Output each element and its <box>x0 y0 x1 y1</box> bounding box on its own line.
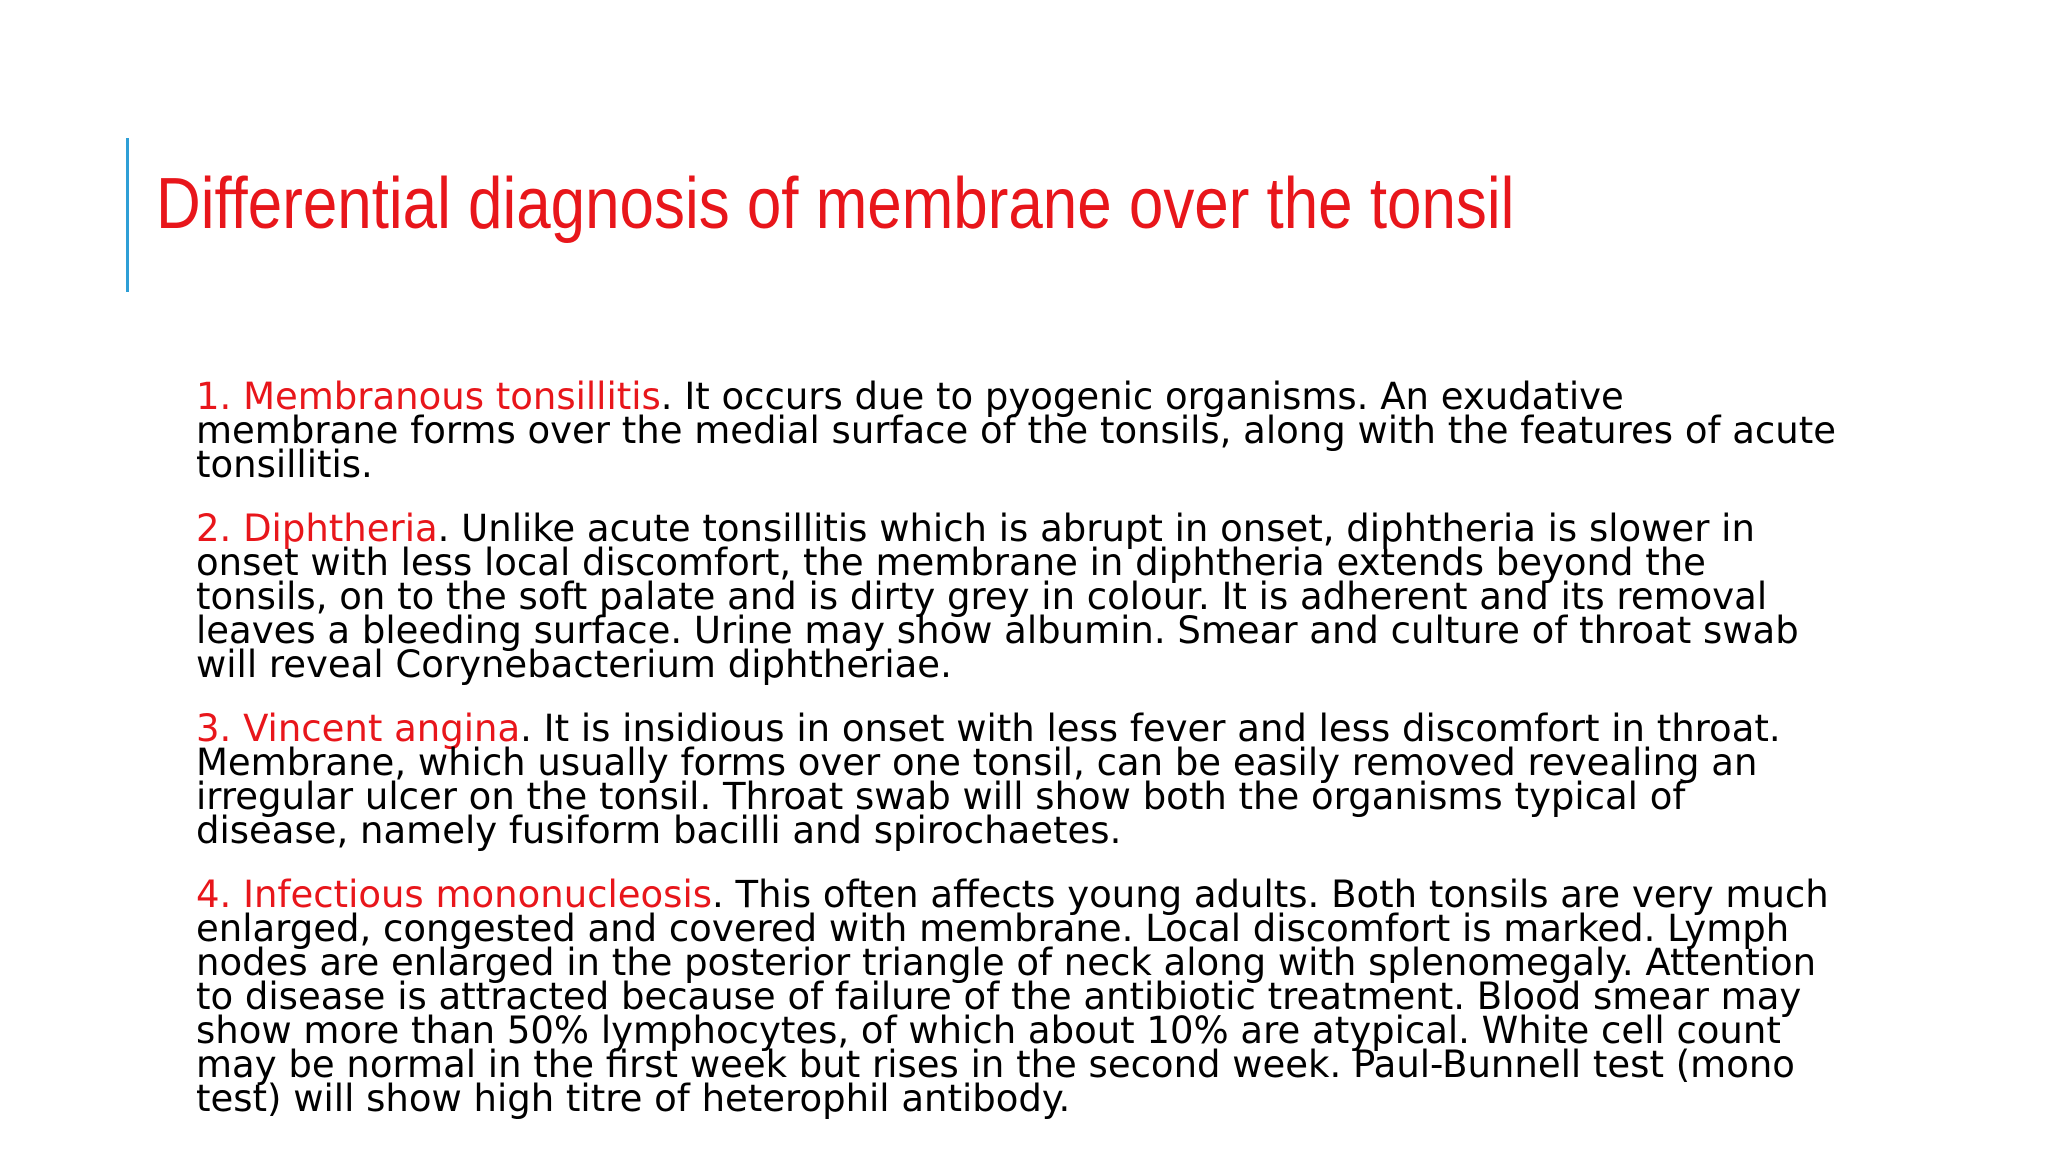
slide-title: Differential diagnosis of membrane over the tonsil <box>156 164 1515 244</box>
list-item <box>196 873 1836 1120</box>
list-item <box>196 507 1836 686</box>
item-text: . This often affects young adults. Both tonsils are very much enlarged, congested and covered with membrane. Local discomfort is marked. Lymph nodes are enlarged in the posterior triangle of neck along with splenomegaly. Attention to disease is attracted because of failure of the antibiotic treatment. Blood smear may show more than 50% lymphocytes, of which about 10% are atypical. White cell count may be normal in the first week but rises in the second week. Paul-Bunnell test (mono test) will show high titre of heterophil antibody. <box>196 873 1829 1120</box>
item-text: . Unlike acute tonsillitis which is abrupt in onset, diphtheria is slower in onset with less local discomfort, the membrane in diphtheria extends beyond the tonsils, on to the soft palate and is dirty grey in colour. It is adherent and its removal leaves a bleeding surface. Urine may show albumin. Smear and culture of throat swab will reveal Corynebacterium diphtheriae. <box>196 507 1799 686</box>
item-term: 1. Membranous tonsillitis <box>196 375 661 418</box>
title-accent-bar <box>126 138 129 292</box>
item-term: 4. Infectious mononucleosis <box>196 873 712 916</box>
content-body <box>196 375 1836 1146</box>
item-text: . It is insidious in onset with less fever and less discomfort in throat. Membrane, which usually forms over one tonsil, can be easily removed revealing an irregular ulcer on the tonsil. Throat swab will show both the organisms typical of disease, namely fusiform bacilli and spirochaetes. <box>196 707 1781 852</box>
list-item <box>196 375 1836 486</box>
item-text: . It occurs due to pyogenic organisms. An exudative membrane forms over the medial surface of the tonsils, along with the features of acute tonsillitis. <box>196 375 1836 486</box>
item-term: 3. Vincent angina <box>196 707 521 750</box>
item-term: 2. Diphtheria <box>196 507 438 550</box>
list-item <box>196 707 1836 852</box>
